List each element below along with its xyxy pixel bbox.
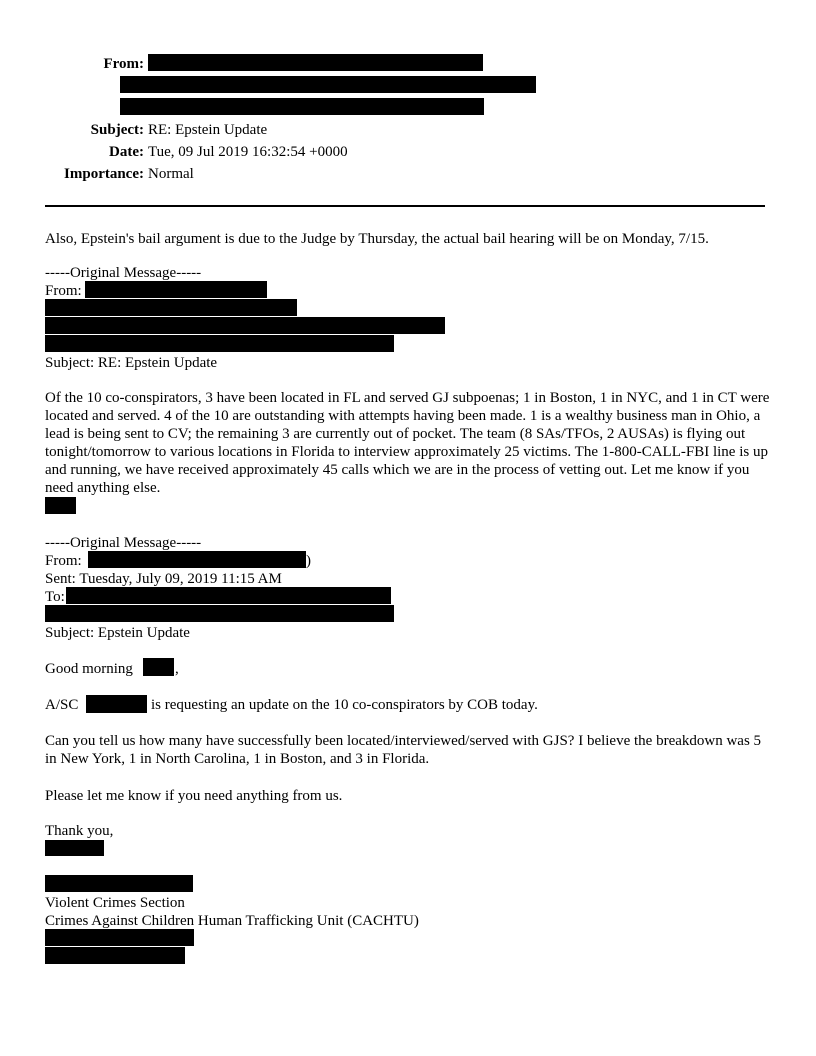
msg2-sig-line2: Crimes Against Children Human Trafficking Unit (CACHTU) [45, 913, 419, 929]
redaction-from-line1 [148, 54, 483, 71]
msg2-asc-prefix: A/SC [45, 697, 79, 713]
msg2-greeting-comma: , [175, 661, 179, 677]
msg2-sig-line1: Violent Crimes Section [45, 895, 185, 911]
msg2-from-label: From: [45, 553, 82, 569]
redaction-msg1-line2 [45, 299, 297, 316]
msg2-asc-rest: is requesting an update on the 10 co-conspirators by COB today. [151, 697, 538, 713]
msg1-separator: -----Original Message----- [45, 265, 202, 281]
redaction-signer-name [45, 840, 104, 856]
redaction-greeting-name [143, 658, 174, 676]
redaction-sig-line3 [45, 929, 194, 946]
msg2-question: Can you tell us how many have successfully been located/interviewed/served with GJS? I believe the breakdown was 5 in New York, 1 in North Carolina, 1 in Boston, and 3 in Florida. [45, 733, 762, 767]
redaction-signer-title [45, 875, 193, 892]
redaction-from-line3 [120, 98, 484, 115]
msg2-to-label: To: [45, 589, 65, 605]
redaction-asc-name [86, 695, 147, 713]
redaction-from-line2 [120, 76, 536, 93]
redaction-msg1-line4 [45, 335, 394, 352]
msg2-please: Please let me know if you need anything from us. [45, 788, 343, 804]
importance-label: Importance: [64, 166, 144, 182]
redaction-msg1-line3 [45, 317, 445, 334]
redaction-msg2-to-line2 [45, 605, 394, 622]
msg2-subject: Subject: Epstein Update [45, 625, 190, 641]
header-divider [45, 205, 765, 207]
from-label: From: [103, 56, 144, 72]
date-value: Tue, 09 Jul 2019 16:32:54 +0000 [148, 144, 348, 160]
redaction-msg2-to-line1 [66, 587, 391, 604]
msg1-from-label: From: [45, 283, 82, 299]
importance-value: Normal [148, 166, 194, 182]
msg2-separator: -----Original Message----- [45, 535, 202, 551]
msg1-body: Of the 10 co-conspirators, 3 have been located in FL and served GJ subpoenas; 1 in Boston, 1 in NYC, and 1 in CT were located and served. 4 of the 10 are outstanding with attempts having been made. 1 is a wealthy business man in Ohio, a lead is being sent to CV; the remaining 3 are currently out of pocket. The team (8 SAs/TFOs, 2 AUSAs) is flying out tonight/tomorrow to various locations in Florida to interview approximately 25 victims. The 1-800-CALL-FBI line is up and running, we have received approximately 45 calls which we are in the process of vetting out. Let me know if you need anything else. [45, 390, 770, 496]
msg2-greeting: Good morning [45, 661, 133, 677]
msg2-sent: Sent: Tuesday, July 09, 2019 11:15 AM [45, 571, 282, 587]
intro-text: Also, Epstein's bail argument is due to the Judge by Thursday, the actual bail hearing will be on Monday, 7/15. [45, 231, 709, 247]
redaction-msg1-from [85, 281, 267, 298]
msg2-from-close: ) [306, 553, 311, 569]
redaction-msg1-signoff [45, 497, 76, 514]
subject-label: Subject: [90, 122, 144, 138]
msg2-thanks: Thank you, [45, 823, 114, 839]
subject-value: RE: Epstein Update [148, 122, 268, 138]
redaction-sig-line4 [45, 947, 185, 964]
redaction-msg2-from [88, 551, 306, 568]
msg1-subject: Subject: RE: Epstein Update [45, 355, 218, 371]
date-label: Date: [109, 144, 144, 160]
